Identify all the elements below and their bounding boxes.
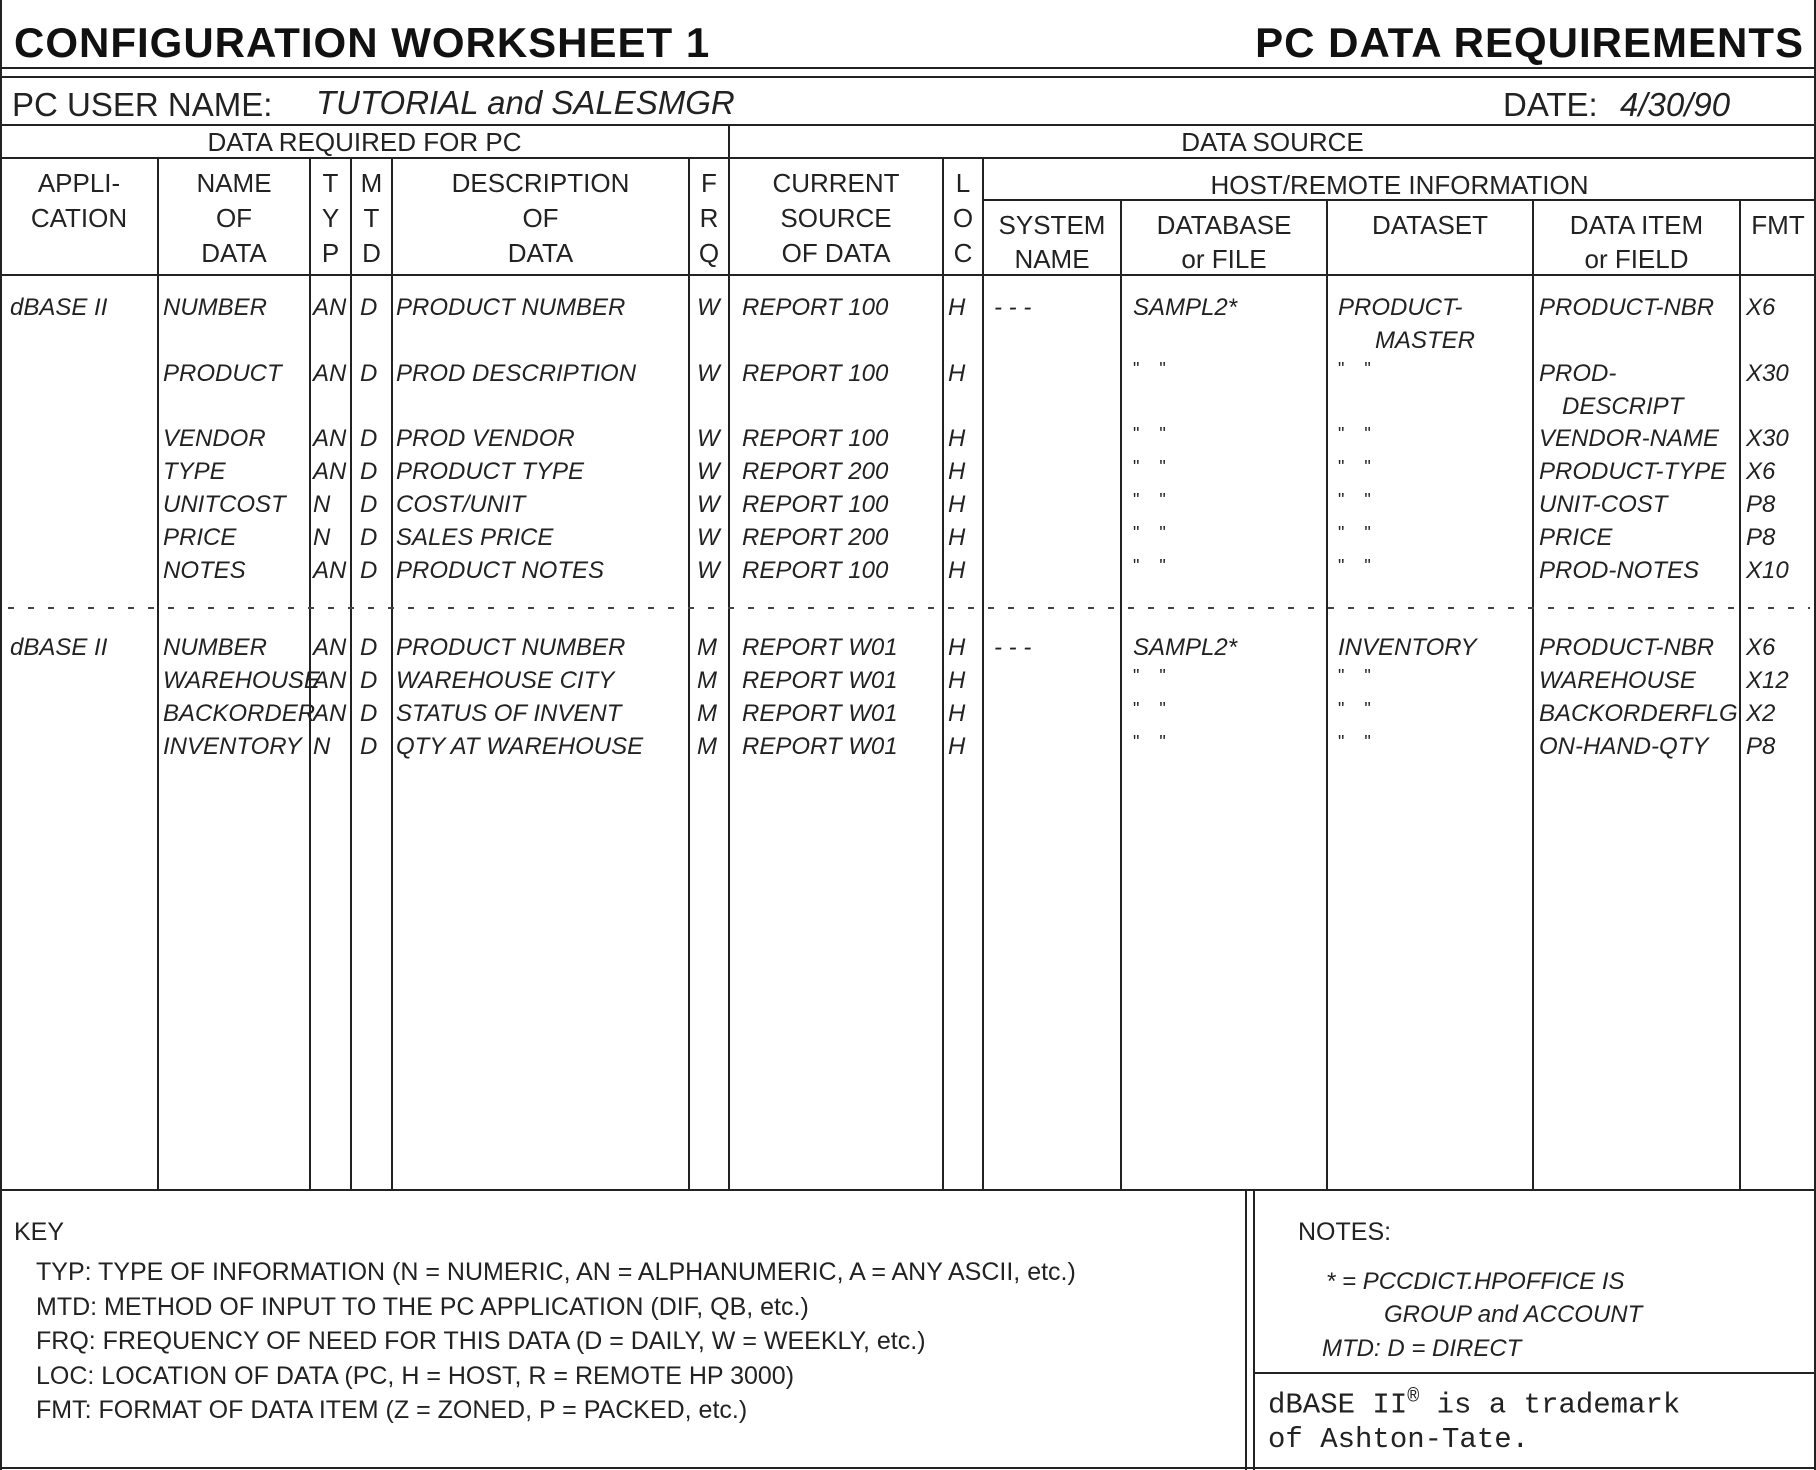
column-header-name: DATA bbox=[201, 238, 267, 268]
cell-loc: H bbox=[948, 294, 966, 321]
cell-db: " " bbox=[1133, 666, 1166, 686]
cell-item: PROD- bbox=[1539, 360, 1617, 387]
key-item: FRQ: FREQUENCY OF NEED FOR THIS DATA (D = DAILY, W = WEEKLY, etc.) bbox=[36, 1327, 926, 1355]
cell-fmt: X10 bbox=[1746, 557, 1789, 584]
cell-mtd: D bbox=[360, 700, 378, 727]
column-header-item: or FIELD bbox=[1584, 244, 1689, 274]
column-header-mtd: T bbox=[363, 203, 380, 233]
cell-ds: INVENTORY bbox=[1338, 634, 1477, 661]
cell-typ: AN bbox=[313, 360, 347, 387]
cell-name: TYPE bbox=[163, 458, 226, 485]
cell-desc: QTY AT WAREHOUSE bbox=[396, 733, 644, 760]
cell-ds: " " bbox=[1338, 457, 1371, 477]
trademark-line-2: of Ashton-Tate. bbox=[1268, 1423, 1530, 1456]
cell-db: SAMPL2* bbox=[1133, 294, 1238, 321]
cell-typ: N bbox=[313, 733, 331, 760]
column-header-sys: NAME bbox=[1014, 244, 1090, 274]
cell-mtd: D bbox=[360, 425, 378, 452]
cell-db: " " bbox=[1133, 424, 1166, 444]
cell-desc: PRODUCT NUMBER bbox=[396, 294, 626, 321]
cell-ds: " " bbox=[1338, 666, 1371, 686]
notes-line-2: GROUP and ACCOUNT bbox=[1384, 1301, 1643, 1328]
cell-ds-continued: MASTER bbox=[1375, 327, 1476, 354]
cell-src: REPORT 100 bbox=[742, 294, 889, 321]
cell-mtd: D bbox=[360, 458, 378, 485]
cell-typ: AN bbox=[313, 458, 347, 485]
cell-mtd: D bbox=[360, 733, 378, 760]
cell-src: REPORT 100 bbox=[742, 491, 889, 518]
key-title: KEY bbox=[14, 1218, 65, 1246]
cell-src: REPORT W01 bbox=[742, 634, 898, 661]
column-header-name: OF bbox=[215, 203, 253, 233]
column-header-typ: P bbox=[321, 238, 340, 268]
notes-line-3: MTD: D = DIRECT bbox=[1322, 1335, 1522, 1362]
cell-sys: - - - bbox=[994, 294, 1032, 321]
worksheet-subtitle: PC DATA REQUIREMENTS bbox=[1255, 19, 1804, 66]
column-header-db: or FILE bbox=[1181, 244, 1267, 274]
cell-db: " " bbox=[1133, 732, 1166, 752]
cell-fmt: X6 bbox=[1746, 458, 1776, 485]
cell-name: UNITCOST bbox=[163, 491, 286, 518]
column-header-loc: C bbox=[953, 238, 973, 268]
column-header-app: CATION bbox=[30, 203, 128, 233]
cell-loc: H bbox=[948, 458, 966, 485]
cell-name: NUMBER bbox=[163, 634, 268, 661]
cell-item: WAREHOUSE bbox=[1539, 667, 1696, 694]
cell-frq: W bbox=[697, 524, 720, 551]
cell-name: PRODUCT bbox=[163, 360, 282, 387]
column-header-frq: F bbox=[701, 168, 717, 198]
cell-app: dBASE II bbox=[10, 294, 108, 321]
cell-typ: AN bbox=[313, 700, 347, 727]
key-item: FMT: FORMAT OF DATA ITEM (Z = ZONED, P = PACKED, etc.) bbox=[36, 1396, 748, 1424]
cell-loc: H bbox=[948, 700, 966, 727]
cell-src: REPORT W01 bbox=[742, 733, 898, 760]
cell-db: " " bbox=[1133, 523, 1166, 543]
cell-mtd: D bbox=[360, 360, 378, 387]
user-name-label: PC USER NAME: bbox=[12, 86, 273, 123]
cell-desc: PROD DESCRIPTION bbox=[396, 360, 637, 387]
column-header-mtd: M bbox=[360, 168, 383, 198]
column-header-fmt: FMT bbox=[1751, 210, 1805, 240]
cell-ds: " " bbox=[1338, 699, 1371, 719]
cell-name: BACKORDER bbox=[163, 700, 316, 727]
cell-src: REPORT W01 bbox=[742, 700, 898, 727]
cell-db: " " bbox=[1133, 359, 1166, 379]
cell-fmt: X6 bbox=[1746, 294, 1776, 321]
column-header-name: NAME bbox=[196, 168, 272, 198]
cell-typ: N bbox=[313, 524, 331, 551]
column-header-loc: O bbox=[952, 203, 974, 233]
cell-item: PRICE bbox=[1539, 524, 1613, 551]
cell-app: dBASE II bbox=[10, 634, 108, 661]
cell-loc: H bbox=[948, 733, 966, 760]
cell-db: " " bbox=[1133, 699, 1166, 719]
cell-src: REPORT 200 bbox=[742, 524, 889, 551]
cell-frq: W bbox=[697, 557, 720, 584]
notes-line-1: * = PCCDICT.HPOFFICE IS bbox=[1326, 1268, 1625, 1295]
cell-frq: M bbox=[697, 667, 717, 694]
cell-src: REPORT 200 bbox=[742, 458, 889, 485]
cell-item: PRODUCT-TYPE bbox=[1539, 458, 1727, 485]
cell-db: SAMPL2* bbox=[1133, 634, 1238, 661]
cell-mtd: D bbox=[360, 667, 378, 694]
column-header-typ: T bbox=[322, 168, 339, 198]
cell-loc: H bbox=[948, 360, 966, 387]
cell-name: NOTES bbox=[163, 557, 246, 584]
cell-sys: - - - bbox=[994, 634, 1032, 661]
cell-name: VENDOR bbox=[163, 425, 266, 452]
cell-src: REPORT 100 bbox=[742, 557, 889, 584]
cell-mtd: D bbox=[360, 557, 378, 584]
cell-name: INVENTORY bbox=[163, 733, 302, 760]
cell-mtd: D bbox=[360, 294, 378, 321]
cell-desc: COST/UNIT bbox=[396, 491, 526, 518]
cell-ds: " " bbox=[1338, 490, 1371, 510]
cell-fmt: X6 bbox=[1746, 634, 1776, 661]
cell-frq: M bbox=[697, 700, 717, 727]
date-value: 4/30/90 bbox=[1620, 86, 1731, 123]
column-header-src: CURRENT bbox=[772, 168, 900, 198]
column-header-db: DATABASE bbox=[1156, 210, 1292, 240]
cell-src: REPORT 100 bbox=[742, 360, 889, 387]
cell-frq: W bbox=[697, 294, 720, 321]
column-header-frq: Q bbox=[698, 238, 720, 268]
cell-mtd: D bbox=[360, 634, 378, 661]
cell-frq: W bbox=[697, 458, 720, 485]
date-label: DATE: bbox=[1503, 86, 1598, 123]
cell-fmt: X30 bbox=[1746, 425, 1789, 452]
key-item: MTD: METHOD OF INPUT TO THE PC APPLICATION (DIF, QB, etc.) bbox=[36, 1292, 809, 1321]
column-header-src: SOURCE bbox=[780, 203, 892, 233]
cell-desc: STATUS OF INVENT bbox=[396, 700, 622, 727]
cell-mtd: D bbox=[360, 491, 378, 518]
cell-typ: AN bbox=[313, 557, 347, 584]
cell-frq: W bbox=[697, 425, 720, 452]
cell-item: PROD-NOTES bbox=[1539, 557, 1700, 584]
cell-ds: " " bbox=[1338, 424, 1371, 444]
cell-item-continued: DESCRIPT bbox=[1562, 393, 1684, 420]
cell-item: ON-HAND-QTY bbox=[1539, 733, 1709, 760]
cell-db: " " bbox=[1133, 556, 1166, 576]
cell-ds: PRODUCT- bbox=[1338, 294, 1463, 321]
cell-desc: SALES PRICE bbox=[396, 524, 554, 551]
cell-loc: H bbox=[948, 425, 966, 452]
column-header-desc: DATA bbox=[507, 238, 574, 268]
column-header-app: APPLI- bbox=[37, 168, 121, 198]
cell-src: REPORT W01 bbox=[742, 667, 898, 694]
column-header-loc: L bbox=[955, 168, 971, 198]
section-data-source: DATA SOURCE bbox=[1181, 127, 1364, 157]
cell-desc: WAREHOUSE CITY bbox=[396, 667, 615, 694]
cell-frq: M bbox=[697, 733, 717, 760]
section-host-remote: HOST/REMOTE INFORMATION bbox=[1210, 170, 1589, 200]
column-header-frq: R bbox=[699, 203, 719, 233]
column-header-mtd: D bbox=[362, 238, 381, 268]
cell-item: VENDOR-NAME bbox=[1539, 425, 1720, 452]
cell-frq: M bbox=[697, 634, 717, 661]
key-item: LOC: LOCATION OF DATA (PC, H = HOST, R = REMOTE HP 3000) bbox=[36, 1361, 795, 1390]
cell-loc: H bbox=[948, 667, 966, 694]
column-header-desc: OF bbox=[522, 203, 559, 233]
column-header-desc: DESCRIPTION bbox=[451, 168, 630, 198]
cell-name: NUMBER bbox=[163, 294, 268, 321]
cell-loc: H bbox=[948, 557, 966, 584]
worksheet-title: CONFIGURATION WORKSHEET 1 bbox=[14, 19, 711, 66]
cell-desc: PRODUCT TYPE bbox=[396, 458, 585, 485]
cell-fmt: X2 bbox=[1746, 700, 1776, 727]
cell-desc: PRODUCT NUMBER bbox=[396, 634, 626, 661]
user-name-value: TUTORIAL and SALESMGR bbox=[316, 84, 735, 121]
cell-ds: " " bbox=[1338, 359, 1371, 379]
column-header-src: OF DATA bbox=[781, 238, 891, 268]
cell-desc: PROD VENDOR bbox=[396, 425, 575, 452]
cell-fmt: X30 bbox=[1746, 360, 1789, 387]
column-header-item: DATA ITEM bbox=[1569, 210, 1704, 240]
trademark-line-1: dBASE II® is a trademark bbox=[1268, 1386, 1681, 1422]
cell-item: PRODUCT-NBR bbox=[1539, 634, 1715, 661]
column-header-ds: DATASET bbox=[1371, 210, 1489, 240]
cell-fmt: X12 bbox=[1746, 667, 1789, 694]
cell-typ: AN bbox=[313, 425, 347, 452]
cell-mtd: D bbox=[360, 524, 378, 551]
cell-typ: AN bbox=[313, 634, 347, 661]
cell-loc: H bbox=[948, 491, 966, 518]
cell-frq: W bbox=[697, 360, 720, 387]
cell-db: " " bbox=[1133, 457, 1166, 477]
cell-frq: W bbox=[697, 491, 720, 518]
cell-typ: AN bbox=[313, 667, 347, 694]
cell-fmt: P8 bbox=[1746, 491, 1776, 518]
cell-loc: H bbox=[948, 524, 966, 551]
cell-ds: " " bbox=[1338, 523, 1371, 543]
cell-desc: PRODUCT NOTES bbox=[396, 557, 605, 584]
cell-item: BACKORDERFLG bbox=[1539, 700, 1738, 727]
cell-item: UNIT-COST bbox=[1539, 491, 1668, 518]
cell-ds: " " bbox=[1338, 732, 1371, 752]
notes-title: NOTES: bbox=[1298, 1218, 1392, 1246]
cell-item: PRODUCT-NBR bbox=[1539, 294, 1715, 321]
cell-loc: H bbox=[948, 634, 966, 661]
cell-ds: " " bbox=[1338, 556, 1371, 576]
cell-typ: N bbox=[313, 491, 331, 518]
cell-src: REPORT 100 bbox=[742, 425, 889, 452]
cell-fmt: P8 bbox=[1746, 524, 1776, 551]
cell-name: PRICE bbox=[163, 524, 237, 551]
key-item: TYP: TYPE OF INFORMATION (N = NUMERIC, AN = ALPHANUMERIC, A = ANY ASCII, etc.) bbox=[36, 1258, 1076, 1286]
registered-mark: ® bbox=[1407, 1386, 1420, 1409]
column-header-sys: SYSTEM bbox=[998, 210, 1106, 240]
section-data-required: DATA REQUIRED FOR PC bbox=[207, 127, 522, 157]
cell-db: " " bbox=[1133, 490, 1166, 510]
cell-typ: AN bbox=[313, 294, 347, 321]
cell-fmt: P8 bbox=[1746, 733, 1776, 760]
cell-name: WAREHOUSE bbox=[163, 667, 320, 694]
column-header-typ: Y bbox=[321, 203, 340, 233]
